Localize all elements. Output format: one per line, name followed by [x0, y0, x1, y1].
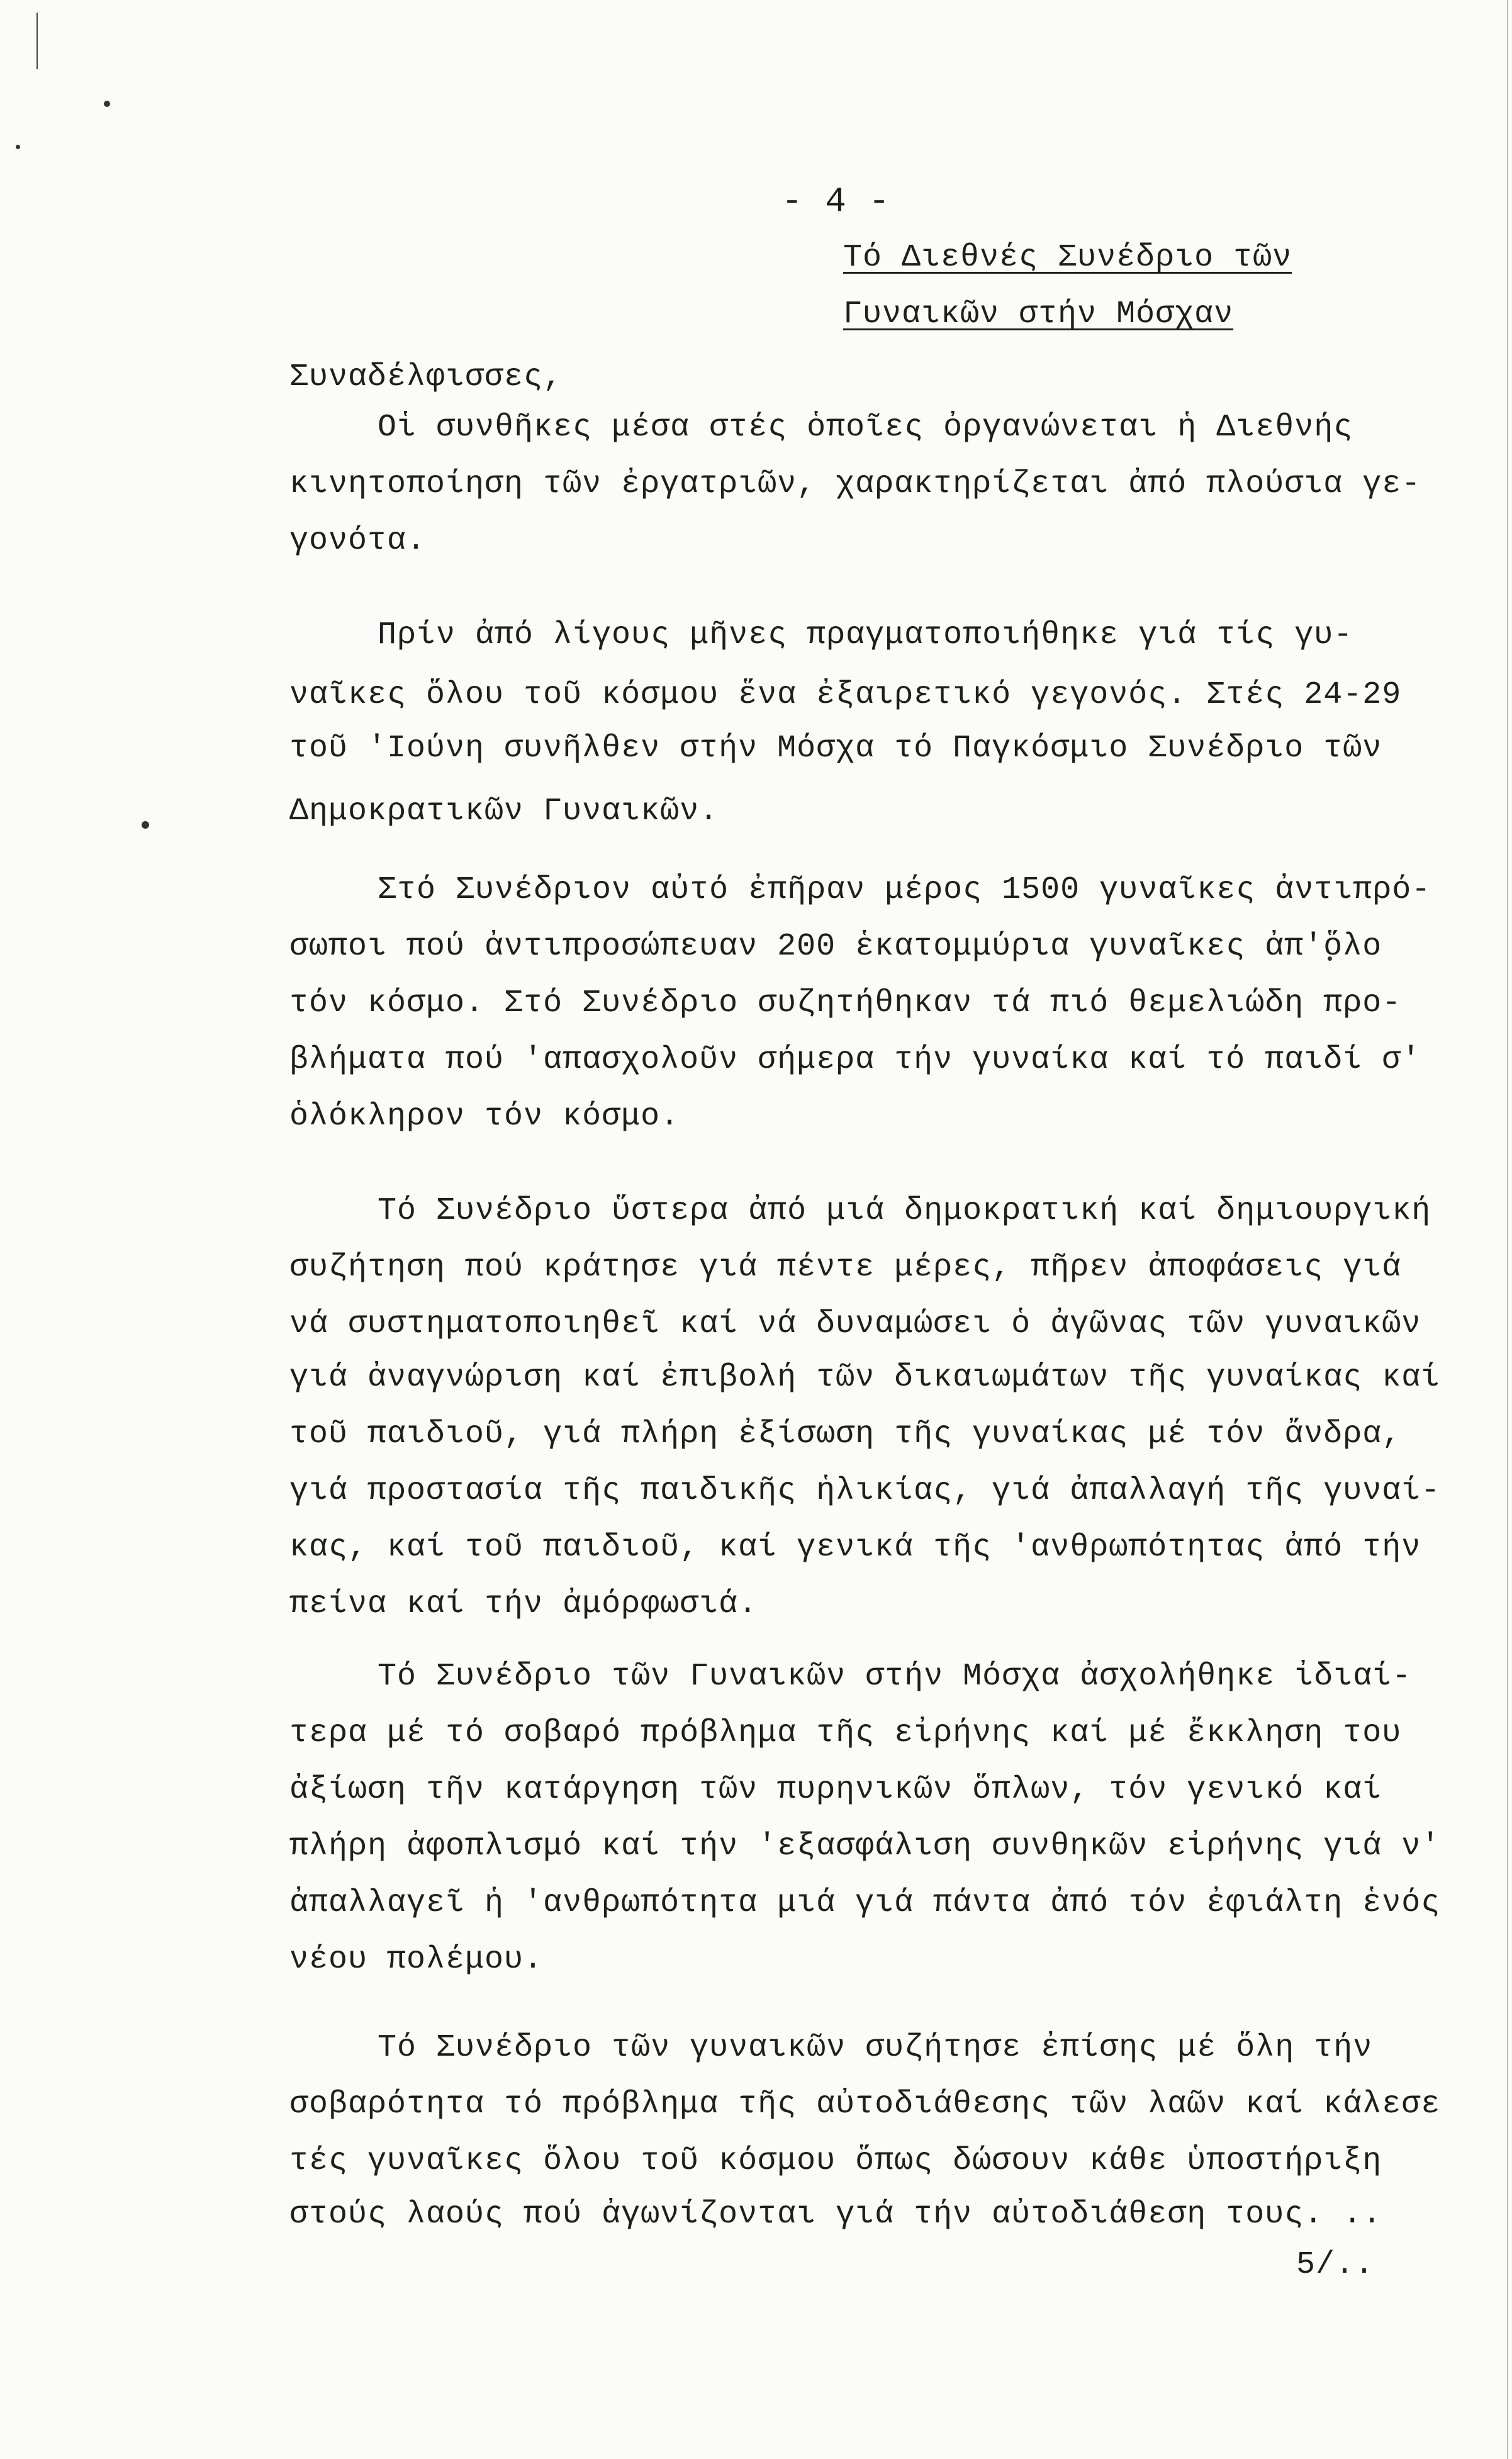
paragraph-4-line: τοῦ παιδιοῦ, γιά πλήρη ἐξίσωση τῆς γυναίκας μέ τόν ἄνδρα,	[289, 1416, 1402, 1452]
paragraph-3-line: τόν κόσμο. Στό Συνέδριο συζητήθηκαν τά πιό θεμελιώδη προ-	[289, 985, 1402, 1021]
paragraph-4-line: συζήτηση πού κράτησε γιά πέντε μέρες, πῆρεν ἀποφάσεις γιά	[289, 1250, 1402, 1286]
paragraph-4-line: γιά προστασία τῆς παιδικῆς ἡλικίας, γιά ἀπαλλαγή τῆς γυναί-	[289, 1473, 1441, 1509]
paragraph-5-line: πλήρη ἀφοπλισμό καί τήν 'εξασφάλιση συνθηκῶν εἰρήνης γιά ν'	[289, 1829, 1441, 1864]
paragraph-5-line: ἀξίωση τῆν κατάργηση τῶν πυρηνικῶν ὅπλων, τόν γενικό καί	[289, 1772, 1382, 1808]
paragraph-5-line: νέου πολέμου.	[289, 1942, 544, 1978]
paragraph-1-line: κινητοποίηση τῶν ἐργατριῶν, χαρακτηρίζεται ἀπό πλούσια γε-	[289, 466, 1421, 502]
title-line-2: Γυναικῶν στήν Μόσχαν	[843, 296, 1234, 332]
paragraph-6-line: σοβαρότητα τό πρόβλημα τῆς αὐτοδιάθεσης τῶν λαῶν καί κάλεσε	[289, 2087, 1441, 2122]
paragraph-2-line: τοῦ 'Ιούνη συνῆλθεν στήν Μόσχα τό Παγκόσμιο Συνέδριο τῶν	[289, 731, 1382, 766]
paragraph-4-line: πείνα καί τήν ἀμόρφωσιά.	[289, 1586, 758, 1622]
paragraph-2-line: Πρίν ἀπό λίγους μῆνες πραγματοποιήθηκε γιά τίς γυ-	[378, 617, 1353, 653]
paragraph-5-line: ἀπαλλαγεῖ ἡ 'ανθρωπότητα μιά γιά πάντα ἀπό τόν ἐφιάλτη ἑνός	[289, 1885, 1441, 1921]
scan-margin-line	[1507, 0, 1508, 2459]
scan-speck	[104, 101, 110, 107]
paragraph-4-line: νά συστηματοποιηθεῖ καί νά δυναμώσει ὁ ἀγῶνας τῶν γυναικῶν	[289, 1306, 1421, 1342]
salutation: Συναδέλφισσες,	[289, 359, 563, 395]
paragraph-3-line: βλήματα πού 'απασχολοῦν σήμερα τήν γυναίκα καί τό παιδί σ'	[289, 1042, 1421, 1078]
paragraph-4-line: Τό Συνέδριο ὕστερα ἀπό μιά δημοκρατική καί δημιουργική	[378, 1193, 1431, 1229]
paragraph-5-line: Τό Συνέδριο τῶν Γυναικῶν στήν Μόσχα ἀσχολήθηκε ἰδιαί-	[378, 1659, 1412, 1694]
paragraph-5-line: τερα μέ τό σοβαρό πρόβλημα τῆς εἰρήνης καί μέ ἔκκληση του	[289, 1715, 1402, 1751]
paragraph-2-line: Δημοκρατικῶν Γυναικῶν.	[289, 793, 719, 829]
paragraph-2-line: ναῖκες ὅλου τοῦ κόσμου ἕνα ἐξαιρετικό γεγονός. Στές 24-29	[289, 677, 1402, 713]
paragraph-6-line: Τό Συνέδριο τῶν γυναικῶν συζήτησε ἐπίσης μέ ὅλη τήν	[378, 2030, 1373, 2066]
paragraph-4-line: κας, καί τοῦ παιδιοῦ, καί γενικά τῆς 'ανθρωπότητας ἀπό τήν	[289, 1530, 1421, 1566]
continuation-marker: 5/..	[1296, 2247, 1375, 2283]
paragraph-6-line: στούς λαούς πού ἀγωνίζονται γιά τήν αὐτοδιάθεση τους. ..	[289, 2197, 1382, 2232]
paragraph-3-line: ὁλόκληρον τόν κόσμο.	[289, 1099, 680, 1134]
page-number: - 4 -	[781, 181, 891, 221]
scan-margin-line	[36, 13, 38, 69]
title-line-1: Τό Διεθνές Συνέδριο τῶν	[843, 240, 1292, 276]
scan-speck	[142, 821, 149, 829]
paragraph-6-line: τές γυναῖκες ὅλου τοῦ κόσμου ὅπως δώσουν κάθε ὑποστήριξη	[289, 2143, 1382, 2179]
paragraph-3-line: Στό Συνέδριον αὐτό ἐπῆραν μέρος 1500 γυναῖκες ἀντιπρό-	[378, 872, 1431, 908]
scan-speck	[16, 145, 20, 149]
paragraph-4-line: γιά ἀναγνώριση καί ἐπιβολή τῶν δικαιωμάτων τῆς γυναίκας καί	[289, 1360, 1441, 1396]
paragraph-3-line: σωποι πού ἀντιπροσώπευαν 200 ἑκατομμύρια γυναῖκες ἀπ'ὅλο	[289, 929, 1382, 965]
paragraph-1-line: γονότα.	[289, 523, 427, 559]
paragraph-1-line: Οἱ συνθῆκες μέσα στές ὁποῖες ὀργανώνεται ἡ Διεθνής	[378, 410, 1353, 445]
